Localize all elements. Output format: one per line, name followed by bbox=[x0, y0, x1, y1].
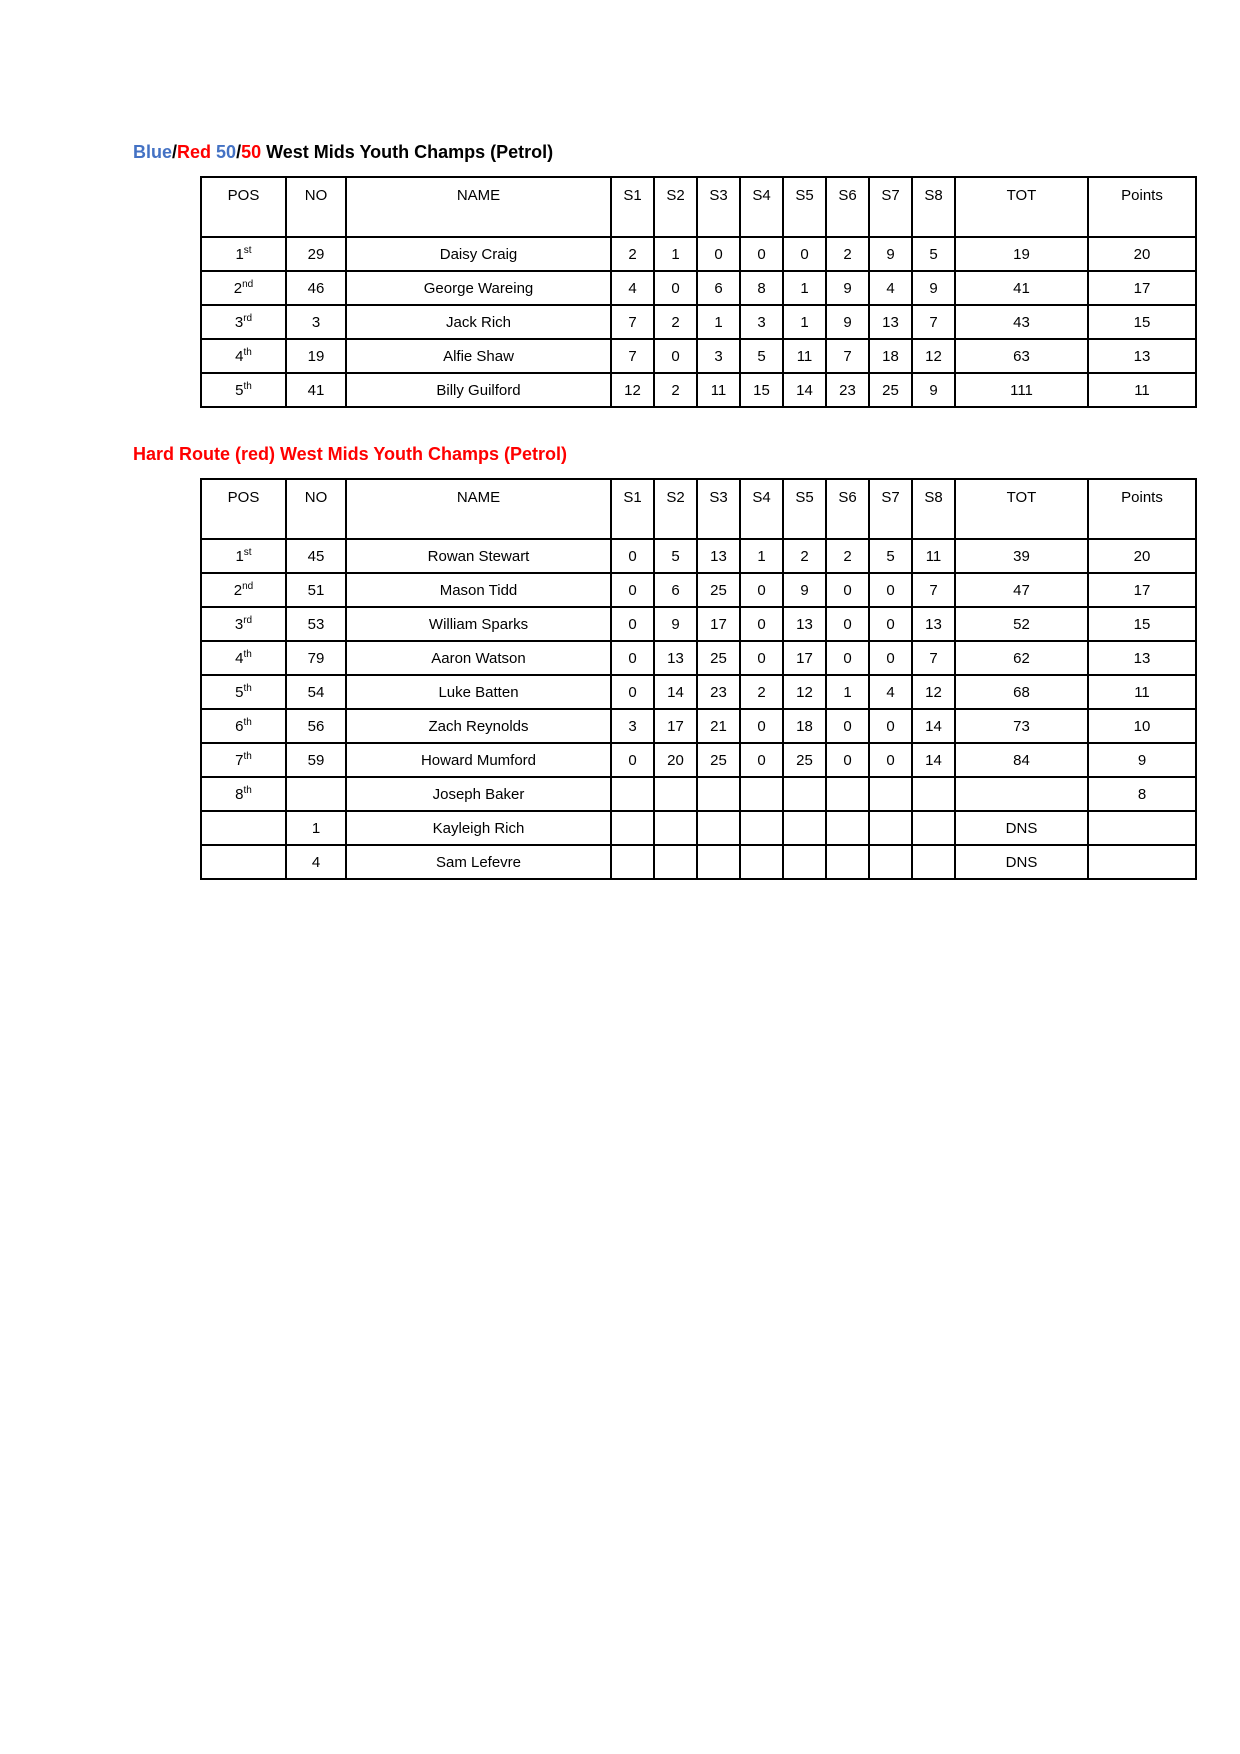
header-cell-points: Points bbox=[1088, 479, 1196, 539]
header-cell-s4: S4 bbox=[740, 177, 783, 237]
section-score-cell-s4: 0 bbox=[740, 573, 783, 607]
pos-cell bbox=[201, 777, 286, 811]
section-score-cell-s8: 14 bbox=[912, 743, 955, 777]
header-cell-points: Points bbox=[1088, 177, 1196, 237]
pos-cell bbox=[201, 811, 286, 845]
pos-number: 5 bbox=[235, 381, 244, 399]
results-table bbox=[200, 176, 1197, 408]
pos-number: 5 bbox=[235, 683, 244, 701]
header-cell-tot: TOT bbox=[955, 177, 1088, 237]
section-score-cell-s6: 0 bbox=[826, 607, 869, 641]
section-score-cell-s3: 21 bbox=[697, 709, 740, 743]
rider-number-cell: 1 bbox=[286, 811, 346, 845]
pos-cell bbox=[201, 373, 286, 407]
section-score-cell-s6: 23 bbox=[826, 373, 869, 407]
header-cell-s3: S3 bbox=[697, 177, 740, 237]
pos-number: 1 bbox=[235, 547, 244, 565]
header-cell-s8: S8 bbox=[912, 177, 955, 237]
pos-number: 3 bbox=[234, 615, 244, 633]
results-table bbox=[200, 478, 1197, 880]
pos-ordinal-suffix: th bbox=[243, 648, 252, 660]
rider-name-cell: Aaron Watson bbox=[346, 641, 611, 675]
section-title bbox=[133, 140, 1200, 164]
pos-number: 2 bbox=[233, 581, 243, 599]
table-row bbox=[201, 237, 1196, 271]
points-cell: 15 bbox=[1088, 305, 1196, 339]
section-score-cell-s2: 17 bbox=[654, 709, 697, 743]
section-score-cell-s2: 2 bbox=[654, 305, 697, 339]
pos-ordinal-suffix: nd bbox=[242, 278, 254, 290]
pos-cell bbox=[201, 709, 286, 743]
section-score-cell-s8: 7 bbox=[912, 641, 955, 675]
section-score-cell-s4: 0 bbox=[740, 709, 783, 743]
total-cell: 111 bbox=[955, 373, 1088, 407]
section-score-cell-s1: 7 bbox=[611, 339, 654, 373]
table-row bbox=[201, 607, 1196, 641]
section-score-cell-s2: 20 bbox=[654, 743, 697, 777]
rider-number-cell: 29 bbox=[286, 237, 346, 271]
section-score-cell-s3: 0 bbox=[697, 237, 740, 271]
section-score-cell-s5: 11 bbox=[783, 339, 826, 373]
pos-ordinal-suffix: th bbox=[243, 380, 252, 392]
section-score-cell-s6: 7 bbox=[826, 339, 869, 373]
section-score-cell-s4 bbox=[740, 811, 783, 845]
section-score-cell-s7: 4 bbox=[869, 271, 912, 305]
header-cell-s7: S7 bbox=[869, 479, 912, 539]
section-score-cell-s2: 9 bbox=[654, 607, 697, 641]
points-cell: 8 bbox=[1088, 777, 1196, 811]
section-score-cell-s4: 0 bbox=[740, 743, 783, 777]
pos-number: 6 bbox=[235, 717, 244, 735]
rider-name-cell: Howard Mumford bbox=[346, 743, 611, 777]
points-cell: 20 bbox=[1088, 539, 1196, 573]
section-score-cell-s1: 12 bbox=[611, 373, 654, 407]
section-score-cell-s5: 2 bbox=[783, 539, 826, 573]
section-score-cell-s4: 8 bbox=[740, 271, 783, 305]
header-cell-pos: POS bbox=[201, 479, 286, 539]
rider-name-cell: Alfie Shaw bbox=[346, 339, 611, 373]
header-cell-s1: S1 bbox=[611, 479, 654, 539]
section-score-cell-s6: 0 bbox=[826, 573, 869, 607]
rider-name-cell: Daisy Craig bbox=[346, 237, 611, 271]
header-cell-no: NO bbox=[286, 177, 346, 237]
points-cell bbox=[1088, 811, 1196, 845]
section-score-cell-s1: 3 bbox=[611, 709, 654, 743]
section-score-cell-s6 bbox=[826, 845, 869, 879]
section-score-cell-s7: 0 bbox=[869, 573, 912, 607]
section-score-cell-s7: 0 bbox=[869, 743, 912, 777]
section-score-cell-s7: 0 bbox=[869, 607, 912, 641]
section-score-cell-s6: 9 bbox=[826, 305, 869, 339]
section-score-cell-s1: 0 bbox=[611, 539, 654, 573]
rider-name-cell: George Wareing bbox=[346, 271, 611, 305]
section-score-cell-s8: 5 bbox=[912, 237, 955, 271]
section-score-cell-s5 bbox=[783, 811, 826, 845]
header-row bbox=[201, 479, 1196, 539]
section-score-cell-s1: 0 bbox=[611, 573, 654, 607]
section-score-cell-s7: 13 bbox=[869, 305, 912, 339]
section-score-cell-s7: 5 bbox=[869, 539, 912, 573]
title-segment: Hard Route (red) West Mids Youth Champs (Petrol) bbox=[133, 444, 568, 464]
pos-cell bbox=[201, 641, 286, 675]
section-score-cell-s8 bbox=[912, 845, 955, 879]
table-header bbox=[201, 479, 1196, 539]
total-cell: 43 bbox=[955, 305, 1088, 339]
rider-number-cell: 56 bbox=[286, 709, 346, 743]
section-score-cell-s5: 0 bbox=[783, 237, 826, 271]
section-score-cell-s1: 0 bbox=[611, 607, 654, 641]
section-score-cell-s2: 0 bbox=[654, 339, 697, 373]
header-cell-s8: S8 bbox=[912, 479, 955, 539]
table-row bbox=[201, 271, 1196, 305]
pos-ordinal-suffix: st bbox=[243, 546, 252, 558]
header-cell-s2: S2 bbox=[654, 177, 697, 237]
section-score-cell-s7: 9 bbox=[869, 237, 912, 271]
table-row bbox=[201, 811, 1196, 845]
section-score-cell-s8: 12 bbox=[912, 339, 955, 373]
section-score-cell-s3: 13 bbox=[697, 539, 740, 573]
section-score-cell-s5 bbox=[783, 845, 826, 879]
header-cell-s3: S3 bbox=[697, 479, 740, 539]
table-row bbox=[201, 675, 1196, 709]
section-hard-route-red bbox=[133, 442, 1200, 880]
section-score-cell-s5 bbox=[783, 777, 826, 811]
table-row bbox=[201, 743, 1196, 777]
pos-cell bbox=[201, 305, 286, 339]
header-cell-s7: S7 bbox=[869, 177, 912, 237]
section-score-cell-s4 bbox=[740, 845, 783, 879]
section-score-cell-s5: 14 bbox=[783, 373, 826, 407]
pos-cell bbox=[201, 237, 286, 271]
section-score-cell-s8: 13 bbox=[912, 607, 955, 641]
rider-name-cell: Billy Guilford bbox=[346, 373, 611, 407]
table-row bbox=[201, 845, 1196, 879]
title-segment: 50 bbox=[241, 142, 262, 162]
rider-name-cell: Zach Reynolds bbox=[346, 709, 611, 743]
section-score-cell-s5: 9 bbox=[783, 573, 826, 607]
header-cell-name: NAME bbox=[346, 479, 611, 539]
table-row bbox=[201, 573, 1196, 607]
section-score-cell-s7: 0 bbox=[869, 641, 912, 675]
pos-ordinal-suffix: rd bbox=[243, 312, 253, 324]
pos-ordinal-suffix: th bbox=[243, 682, 252, 694]
pos-cell bbox=[201, 845, 286, 879]
section-score-cell-s8: 12 bbox=[912, 675, 955, 709]
pos-number: 7 bbox=[235, 751, 244, 769]
section-score-cell-s6: 0 bbox=[826, 709, 869, 743]
pos-number: 4 bbox=[235, 649, 244, 667]
pos-number: 4 bbox=[235, 347, 244, 365]
pos-ordinal-suffix: nd bbox=[242, 580, 254, 592]
section-score-cell-s8 bbox=[912, 777, 955, 811]
section-score-cell-s1 bbox=[611, 777, 654, 811]
section-score-cell-s5: 13 bbox=[783, 607, 826, 641]
rider-name-cell: Rowan Stewart bbox=[346, 539, 611, 573]
total-cell: 39 bbox=[955, 539, 1088, 573]
section-title bbox=[133, 442, 1200, 466]
points-cell bbox=[1088, 845, 1196, 879]
rider-number-cell: 53 bbox=[286, 607, 346, 641]
table-row bbox=[201, 305, 1196, 339]
total-cell: 73 bbox=[955, 709, 1088, 743]
section-score-cell-s1 bbox=[611, 811, 654, 845]
section-score-cell-s2 bbox=[654, 845, 697, 879]
section-score-cell-s2: 13 bbox=[654, 641, 697, 675]
rider-number-cell: 79 bbox=[286, 641, 346, 675]
section-score-cell-s5: 12 bbox=[783, 675, 826, 709]
rider-number-cell: 45 bbox=[286, 539, 346, 573]
section-score-cell-s3 bbox=[697, 811, 740, 845]
total-cell bbox=[955, 777, 1088, 811]
points-cell: 15 bbox=[1088, 607, 1196, 641]
points-cell: 11 bbox=[1088, 675, 1196, 709]
rider-number-cell: 3 bbox=[286, 305, 346, 339]
pos-ordinal-suffix: rd bbox=[243, 614, 253, 626]
points-cell: 20 bbox=[1088, 237, 1196, 271]
section-score-cell-s6 bbox=[826, 777, 869, 811]
header-row bbox=[201, 177, 1196, 237]
pos-cell bbox=[201, 743, 286, 777]
section-score-cell-s3: 23 bbox=[697, 675, 740, 709]
section-score-cell-s1: 0 bbox=[611, 675, 654, 709]
rider-number-cell: 4 bbox=[286, 845, 346, 879]
section-score-cell-s8: 9 bbox=[912, 373, 955, 407]
pos-number: 1 bbox=[235, 245, 244, 263]
pos-ordinal-suffix: st bbox=[243, 244, 252, 256]
section-score-cell-s2 bbox=[654, 811, 697, 845]
pos-number: 2 bbox=[233, 279, 243, 297]
section-score-cell-s3: 11 bbox=[697, 373, 740, 407]
section-score-cell-s8: 7 bbox=[912, 305, 955, 339]
section-score-cell-s6: 2 bbox=[826, 539, 869, 573]
pos-cell bbox=[201, 271, 286, 305]
pos-cell bbox=[201, 607, 286, 641]
table-row bbox=[201, 777, 1196, 811]
pos-cell bbox=[201, 539, 286, 573]
section-score-cell-s5: 1 bbox=[783, 305, 826, 339]
points-cell: 17 bbox=[1088, 573, 1196, 607]
header-cell-s4: S4 bbox=[740, 479, 783, 539]
section-score-cell-s8: 14 bbox=[912, 709, 955, 743]
header-cell-no: NO bbox=[286, 479, 346, 539]
rider-name-cell: William Sparks bbox=[346, 607, 611, 641]
section-score-cell-s4: 5 bbox=[740, 339, 783, 373]
total-cell: DNS bbox=[955, 811, 1088, 845]
section-score-cell-s4 bbox=[740, 777, 783, 811]
section-score-cell-s2: 5 bbox=[654, 539, 697, 573]
rider-name-cell: Luke Batten bbox=[346, 675, 611, 709]
rider-name-cell: Mason Tidd bbox=[346, 573, 611, 607]
total-cell: 52 bbox=[955, 607, 1088, 641]
section-score-cell-s4: 0 bbox=[740, 641, 783, 675]
title-segment: Red bbox=[177, 142, 212, 162]
section-score-cell-s6: 2 bbox=[826, 237, 869, 271]
title-segment: / bbox=[236, 142, 242, 162]
section-score-cell-s3: 6 bbox=[697, 271, 740, 305]
table-row bbox=[201, 709, 1196, 743]
section-score-cell-s8 bbox=[912, 811, 955, 845]
section-score-cell-s3: 3 bbox=[697, 339, 740, 373]
title-segment: / bbox=[172, 142, 178, 162]
section-score-cell-s3 bbox=[697, 845, 740, 879]
points-cell: 11 bbox=[1088, 373, 1196, 407]
header-cell-s1: S1 bbox=[611, 177, 654, 237]
section-score-cell-s4: 2 bbox=[740, 675, 783, 709]
header-cell-s2: S2 bbox=[654, 479, 697, 539]
section-score-cell-s7: 4 bbox=[869, 675, 912, 709]
pos-cell bbox=[201, 573, 286, 607]
section-score-cell-s4: 0 bbox=[740, 607, 783, 641]
rider-name-cell: Sam Lefevre bbox=[346, 845, 611, 879]
section-score-cell-s7: 25 bbox=[869, 373, 912, 407]
header-cell-s6: S6 bbox=[826, 479, 869, 539]
pos-ordinal-suffix: th bbox=[243, 346, 252, 358]
section-score-cell-s1 bbox=[611, 845, 654, 879]
total-cell: 62 bbox=[955, 641, 1088, 675]
section-score-cell-s1: 0 bbox=[611, 743, 654, 777]
pos-number: 8 bbox=[235, 785, 244, 803]
header-cell-name: NAME bbox=[346, 177, 611, 237]
title-segment: 50 bbox=[211, 142, 237, 162]
title-segment: Blue bbox=[133, 142, 173, 162]
rider-number-cell: 46 bbox=[286, 271, 346, 305]
header-cell-pos: POS bbox=[201, 177, 286, 237]
section-score-cell-s8: 7 bbox=[912, 573, 955, 607]
section-score-cell-s1: 4 bbox=[611, 271, 654, 305]
pos-cell bbox=[201, 675, 286, 709]
table-row bbox=[201, 339, 1196, 373]
section-score-cell-s2: 2 bbox=[654, 373, 697, 407]
header-cell-tot: TOT bbox=[955, 479, 1088, 539]
section-score-cell-s7: 18 bbox=[869, 339, 912, 373]
section-score-cell-s7 bbox=[869, 845, 912, 879]
rider-number-cell: 59 bbox=[286, 743, 346, 777]
total-cell: 63 bbox=[955, 339, 1088, 373]
points-cell: 17 bbox=[1088, 271, 1196, 305]
rider-number-cell bbox=[286, 777, 346, 811]
section-score-cell-s2: 1 bbox=[654, 237, 697, 271]
section-score-cell-s5: 1 bbox=[783, 271, 826, 305]
total-cell: 19 bbox=[955, 237, 1088, 271]
section-blue-red-5050 bbox=[133, 140, 1200, 408]
total-cell: DNS bbox=[955, 845, 1088, 879]
header-cell-s5: S5 bbox=[783, 479, 826, 539]
section-score-cell-s2: 6 bbox=[654, 573, 697, 607]
table-body bbox=[201, 539, 1196, 879]
table-row bbox=[201, 539, 1196, 573]
title-segment: West Mids Youth Champs (Petrol) bbox=[261, 142, 554, 162]
total-cell: 41 bbox=[955, 271, 1088, 305]
section-score-cell-s6: 0 bbox=[826, 641, 869, 675]
pos-cell bbox=[201, 339, 286, 373]
pos-number: 3 bbox=[234, 313, 244, 331]
table-header bbox=[201, 177, 1196, 237]
section-score-cell-s4: 3 bbox=[740, 305, 783, 339]
rider-number-cell: 41 bbox=[286, 373, 346, 407]
section-score-cell-s6: 1 bbox=[826, 675, 869, 709]
section-score-cell-s1: 0 bbox=[611, 641, 654, 675]
table-body bbox=[201, 237, 1196, 407]
section-score-cell-s5: 25 bbox=[783, 743, 826, 777]
rider-name-cell: Jack Rich bbox=[346, 305, 611, 339]
section-score-cell-s3 bbox=[697, 777, 740, 811]
section-score-cell-s4: 1 bbox=[740, 539, 783, 573]
section-score-cell-s2 bbox=[654, 777, 697, 811]
section-score-cell-s6 bbox=[826, 811, 869, 845]
table-row bbox=[201, 641, 1196, 675]
section-score-cell-s8: 9 bbox=[912, 271, 955, 305]
header-cell-s5: S5 bbox=[783, 177, 826, 237]
header-cell-s6: S6 bbox=[826, 177, 869, 237]
section-score-cell-s3: 25 bbox=[697, 641, 740, 675]
points-cell: 10 bbox=[1088, 709, 1196, 743]
section-score-cell-s3: 25 bbox=[697, 573, 740, 607]
rider-number-cell: 54 bbox=[286, 675, 346, 709]
points-cell: 13 bbox=[1088, 641, 1196, 675]
section-score-cell-s5: 18 bbox=[783, 709, 826, 743]
section-score-cell-s6: 9 bbox=[826, 271, 869, 305]
section-score-cell-s3: 1 bbox=[697, 305, 740, 339]
rider-name-cell: Joseph Baker bbox=[346, 777, 611, 811]
points-cell: 9 bbox=[1088, 743, 1196, 777]
total-cell: 84 bbox=[955, 743, 1088, 777]
section-score-cell-s1: 7 bbox=[611, 305, 654, 339]
section-score-cell-s2: 14 bbox=[654, 675, 697, 709]
table-row bbox=[201, 373, 1196, 407]
total-cell: 47 bbox=[955, 573, 1088, 607]
points-cell: 13 bbox=[1088, 339, 1196, 373]
section-score-cell-s5: 17 bbox=[783, 641, 826, 675]
section-score-cell-s4: 0 bbox=[740, 237, 783, 271]
total-cell: 68 bbox=[955, 675, 1088, 709]
pos-ordinal-suffix: th bbox=[243, 716, 252, 728]
section-score-cell-s1: 2 bbox=[611, 237, 654, 271]
pos-ordinal-suffix: th bbox=[243, 784, 252, 796]
section-score-cell-s7 bbox=[869, 811, 912, 845]
section-score-cell-s7 bbox=[869, 777, 912, 811]
section-score-cell-s7: 0 bbox=[869, 709, 912, 743]
section-score-cell-s3: 25 bbox=[697, 743, 740, 777]
section-score-cell-s3: 17 bbox=[697, 607, 740, 641]
section-score-cell-s6: 0 bbox=[826, 743, 869, 777]
rider-number-cell: 51 bbox=[286, 573, 346, 607]
section-score-cell-s8: 11 bbox=[912, 539, 955, 573]
rider-name-cell: Kayleigh Rich bbox=[346, 811, 611, 845]
pos-ordinal-suffix: th bbox=[243, 750, 252, 762]
section-score-cell-s2: 0 bbox=[654, 271, 697, 305]
section-score-cell-s4: 15 bbox=[740, 373, 783, 407]
rider-number-cell: 19 bbox=[286, 339, 346, 373]
